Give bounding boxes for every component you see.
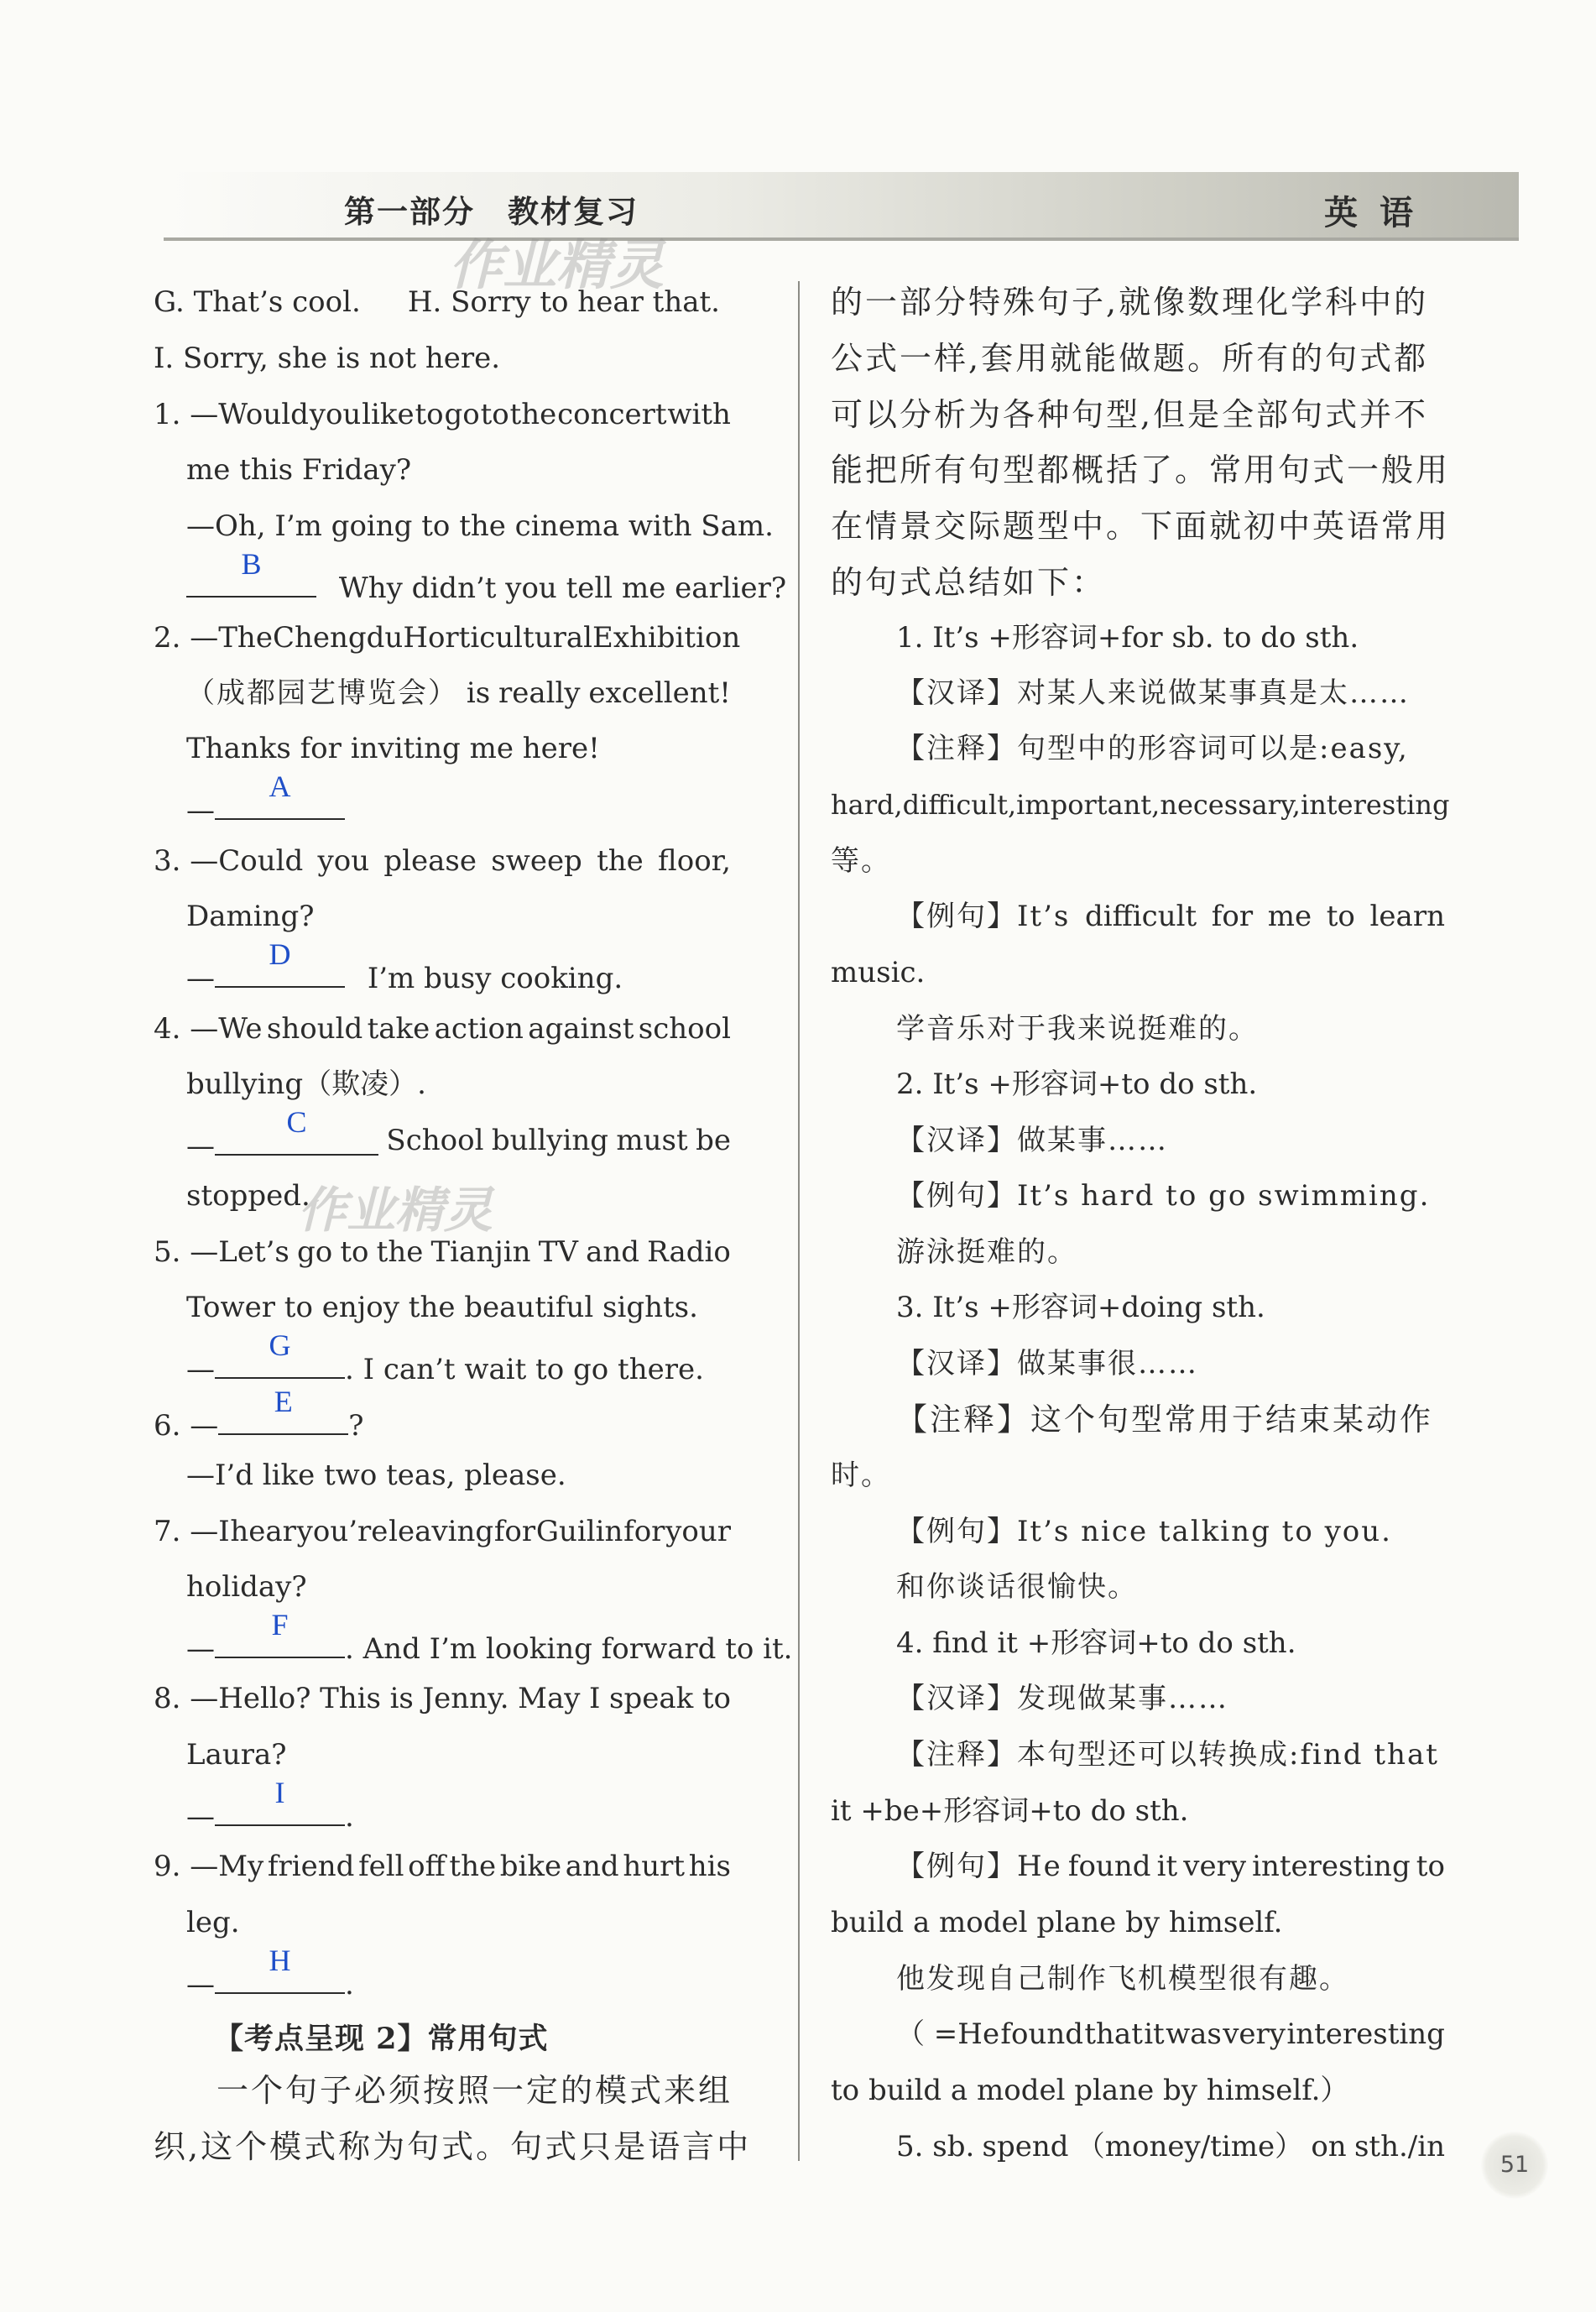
note-line: 时。 — [831, 1459, 891, 1492]
note-line — [831, 786, 1450, 823]
word: sth./in — [1353, 2130, 1445, 2163]
answer-blank[interactable] — [215, 1105, 378, 1156]
word: friend — [267, 1850, 355, 1883]
question-text: Why didn’t you tell me earlier? — [338, 571, 787, 605]
word: was — [1166, 2017, 1222, 2051]
example-line: build a model plane by himself. — [831, 1906, 1283, 1939]
word: please — [383, 844, 477, 878]
word: I — [589, 1682, 601, 1715]
option-i: I. Sorry, she is not here. — [154, 342, 501, 375]
answer-blank[interactable] — [215, 770, 345, 820]
example-line — [896, 1848, 1445, 1885]
example-translation: 他发现自己制作飞机模型很有趣。 — [896, 1962, 1349, 1996]
word: 9. —My — [154, 1850, 264, 1883]
answer-blank[interactable] — [186, 547, 316, 598]
word: take — [367, 1012, 430, 1046]
word: spend — [982, 2130, 1069, 2163]
answer-2: A — [269, 770, 291, 803]
question-4-line — [154, 1010, 731, 1047]
option-h: H. Sorry to hear that. — [407, 285, 720, 319]
word: found — [1067, 1850, 1151, 1883]
dash: — — [186, 1130, 215, 1163]
question-text: —I’d like two teas, please. — [186, 1459, 566, 1492]
question-text: Tower to enjoy the beautiful sights. — [186, 1291, 698, 1324]
word: Chengdu — [272, 621, 404, 655]
word: Tianjin — [430, 1235, 531, 1269]
word: May — [518, 1682, 581, 1715]
word: to — [415, 398, 444, 431]
word: is — [466, 676, 491, 710]
word: you’re — [296, 1515, 389, 1548]
word: hard, — [831, 789, 903, 821]
word: you — [317, 844, 370, 878]
answer-blank[interactable] — [215, 937, 345, 988]
paragraph-line: 在情景交际题型中。下面就初中英语常用 — [831, 508, 1451, 545]
word: to — [340, 1235, 369, 1269]
word: difficult, — [902, 789, 1017, 821]
word: hurt — [623, 1850, 686, 1883]
word: the — [509, 398, 557, 431]
answer-8: I — [274, 1776, 285, 1809]
word: interesting — [1286, 2017, 1445, 2051]
dash: — — [186, 1632, 215, 1666]
paragraph-line: 织,这个模式称为句式。句式只是语言中 — [154, 2128, 752, 2165]
question-6-line — [154, 1385, 364, 1444]
word: important, — [1016, 789, 1160, 821]
example-translation: 和你谈话很愉快。 — [896, 1570, 1138, 1604]
word: go — [444, 398, 480, 431]
question-text: Thanks for inviting me here! — [186, 732, 600, 765]
word: should — [266, 1012, 363, 1046]
paragraph-line: 能把所有句型都概括了。常用句式一般用 — [831, 451, 1451, 488]
note-line: it +be+形容词+to do sth. — [831, 1794, 1189, 1828]
page-number: 51 — [1481, 2132, 1548, 2199]
question-text: . — [345, 1968, 354, 2001]
word: （成都园艺博览会） — [186, 676, 458, 710]
question-3-line — [154, 843, 731, 879]
word: hear — [230, 1515, 296, 1548]
word: difficult — [1085, 900, 1197, 933]
option-g: G. That’s cool. — [154, 285, 361, 319]
example-line: to build a model plane by himself.） — [831, 2074, 1349, 2107]
example-line: 【例句】It’s nice talking to you. — [896, 1515, 1392, 1548]
word: Exhibition — [592, 621, 741, 655]
word: 1. —Would — [154, 398, 309, 431]
paragraph-line: 的句式总结如下： — [831, 564, 1107, 601]
word: action — [434, 1012, 524, 1046]
note-line: 【注释】句型中的形容词可以是:easy, — [896, 732, 1409, 765]
question-text: —Oh, I’m going to the cinema with Sam. — [186, 509, 774, 543]
dash: — — [186, 962, 215, 995]
answer-line — [186, 937, 623, 997]
dash: — — [186, 1968, 215, 2001]
word: and — [565, 1850, 619, 1883]
word: it — [1144, 2017, 1165, 2051]
word: your — [665, 1515, 731, 1548]
word: Horticultural — [403, 621, 592, 655]
watermark: 作业精灵 — [449, 235, 664, 297]
question-text: leg. — [186, 1906, 240, 1939]
paragraph-line: 一个句子必须按照一定的模式来组 — [216, 2072, 733, 2109]
answer-5: G — [269, 1328, 291, 1362]
word: for — [623, 1515, 665, 1548]
word: 3. —Could — [154, 844, 304, 878]
answer-line — [186, 547, 787, 607]
word: （ =He — [896, 2017, 1000, 2051]
answer-line — [186, 1608, 793, 1667]
word: me — [1267, 900, 1312, 933]
word: you — [309, 398, 362, 431]
dash: — — [186, 794, 215, 827]
column-divider — [798, 281, 800, 2161]
example-line — [896, 898, 1445, 935]
word: 【例句】It’s — [896, 900, 1071, 933]
word: 7. —I — [154, 1515, 230, 1548]
word: Jenny. — [422, 1682, 509, 1715]
pattern-title — [896, 2128, 1445, 2165]
translation-line: 【汉译】发现做某事…… — [896, 1682, 1228, 1715]
word: necessary, — [1160, 789, 1301, 821]
word: School — [386, 1124, 484, 1157]
subject-header-title: 英语 — [1324, 193, 1435, 232]
word: must — [616, 1124, 688, 1157]
answer-blank[interactable] — [215, 1944, 345, 1994]
word: is — [389, 1682, 414, 1715]
answer-line — [186, 1328, 704, 1388]
word: interesting — [1252, 1850, 1411, 1883]
header-rule — [164, 237, 1519, 241]
answer-blank[interactable] — [215, 1608, 345, 1658]
word: This — [320, 1682, 381, 1715]
word: learn — [1369, 900, 1445, 933]
word: leaving — [389, 1515, 494, 1548]
word: concert — [557, 398, 667, 431]
word: with — [667, 398, 731, 431]
answer-line — [186, 1776, 354, 1835]
word: the — [597, 844, 644, 878]
answer-blank[interactable] — [215, 1328, 345, 1379]
example-line: 【例句】It’s hard to go swimming. — [896, 1179, 1431, 1213]
word: interesting — [1300, 789, 1450, 821]
note-line: 【注释】本句型还可以转换成:find that — [896, 1738, 1439, 1772]
answer-3: D — [269, 937, 291, 971]
word: 8. —Hello? — [154, 1682, 311, 1715]
answer-line — [186, 1105, 731, 1165]
word: for — [493, 1515, 536, 1548]
word: on — [1311, 2130, 1347, 2163]
word: school — [638, 1012, 731, 1046]
translation-line: 【汉译】做某事很…… — [896, 1347, 1198, 1380]
word: to — [480, 398, 509, 431]
question-9-line — [154, 1848, 731, 1885]
question-text: . And I’m looking forward to it. — [345, 1632, 793, 1666]
question-5-line — [154, 1234, 731, 1271]
question-text: . — [345, 1800, 354, 1834]
question-text: ? — [348, 1409, 364, 1443]
word: his — [688, 1850, 731, 1883]
word: 5. sb. — [896, 2130, 975, 2163]
answer-9: H — [269, 1944, 291, 1977]
pattern-title: 4. find it +形容词+to do sth. — [896, 1626, 1296, 1660]
example-line — [896, 2016, 1445, 2053]
note-line: 【注释】这个句型常用于结束某动作 — [896, 1401, 1433, 1438]
word: to — [1416, 1850, 1445, 1883]
question-text: . I can’t wait to go there. — [345, 1353, 704, 1386]
word: off — [408, 1850, 446, 1883]
word: 4. —We — [154, 1012, 263, 1046]
word: fell — [358, 1850, 404, 1883]
answer-1: B — [241, 547, 262, 581]
word: and — [586, 1235, 639, 1269]
word: Guilin — [535, 1515, 623, 1548]
question-text: I’m busy cooking. — [367, 962, 623, 995]
word: the — [376, 1235, 424, 1269]
word: sweep — [491, 844, 582, 878]
dash: — — [186, 1353, 215, 1386]
word: like — [362, 398, 415, 431]
word: for — [1211, 900, 1254, 933]
question-text: holiday? — [186, 1570, 307, 1604]
word: to — [702, 1682, 731, 1715]
section-title: 【考点呈现 2】常用句式 — [214, 2022, 549, 2056]
question-text: me this Friday? — [186, 453, 412, 487]
paragraph-line: 的一部分特殊句子,就像数理化学科中的 — [831, 284, 1429, 321]
answer-4: C — [286, 1105, 307, 1139]
word: be — [696, 1124, 731, 1157]
word: bullying — [491, 1124, 609, 1157]
answer-line — [186, 770, 345, 829]
answer-line — [186, 1944, 354, 2003]
question-1-line — [154, 396, 731, 433]
word: 5. —Let’s — [154, 1235, 289, 1269]
word: TV — [538, 1235, 578, 1269]
watermark: 作业精灵 — [298, 1182, 493, 1239]
question-text: bullying（欺凌）. — [186, 1067, 426, 1101]
question-7-line — [154, 1513, 731, 1550]
example-translation: 游泳挺难的。 — [896, 1235, 1077, 1269]
word: the — [449, 1850, 497, 1883]
option-line — [154, 284, 720, 321]
word: 2. —The — [154, 621, 273, 655]
question-text — [186, 675, 731, 712]
paragraph-line: 公式一样,套用就能做题。所有的句式都 — [831, 340, 1429, 377]
question-text: stopped. — [186, 1179, 310, 1213]
word: go — [297, 1235, 333, 1269]
answer-7: F — [271, 1608, 289, 1641]
paragraph-line: 可以分析为各种句型,但是全部句式并不 — [831, 396, 1429, 433]
question-8-line — [154, 1680, 731, 1717]
question-text: Laura? — [186, 1738, 287, 1772]
pattern-title: 3. It’s +形容词+doing sth. — [896, 1291, 1265, 1324]
word: it — [1156, 1850, 1178, 1883]
word: excellent! — [588, 676, 731, 710]
answer-blank[interactable] — [218, 1385, 348, 1435]
word: very — [1183, 1850, 1247, 1883]
section-header-title: 第一部分 教材复习 — [344, 193, 639, 230]
pattern-title: 1. It’s +形容词+for sb. to do sth. — [896, 621, 1359, 655]
word: that — [1084, 2017, 1143, 2051]
answer-blank[interactable] — [215, 1776, 345, 1826]
word: to — [1326, 900, 1355, 933]
answer-6: E — [274, 1385, 293, 1418]
word: very — [1223, 2017, 1286, 2051]
word: found — [1000, 2017, 1084, 2051]
example-line: music. — [831, 956, 926, 989]
word: really — [498, 676, 581, 710]
question-2-line — [154, 619, 741, 656]
question-text: Daming? — [186, 900, 315, 933]
example-translation: 学音乐对于我来说挺难的。 — [896, 1012, 1259, 1046]
word: against — [528, 1012, 634, 1046]
pattern-title: 2. It’s +形容词+to do sth. — [896, 1067, 1258, 1101]
question-text: 6. — — [154, 1409, 219, 1443]
word: speak — [609, 1682, 694, 1715]
word: （money/time） — [1076, 2130, 1304, 2163]
translation-line: 【汉译】做某事…… — [896, 1124, 1168, 1157]
word: Radio — [647, 1235, 731, 1269]
note-line: 等。 — [831, 844, 891, 878]
word: 【例句】He — [896, 1850, 1062, 1883]
dash: — — [186, 1800, 215, 1834]
word: bike — [499, 1850, 562, 1883]
word: floor, — [658, 844, 731, 878]
translation-line: 【汉译】对某人来说做某事真是太…… — [896, 676, 1410, 710]
